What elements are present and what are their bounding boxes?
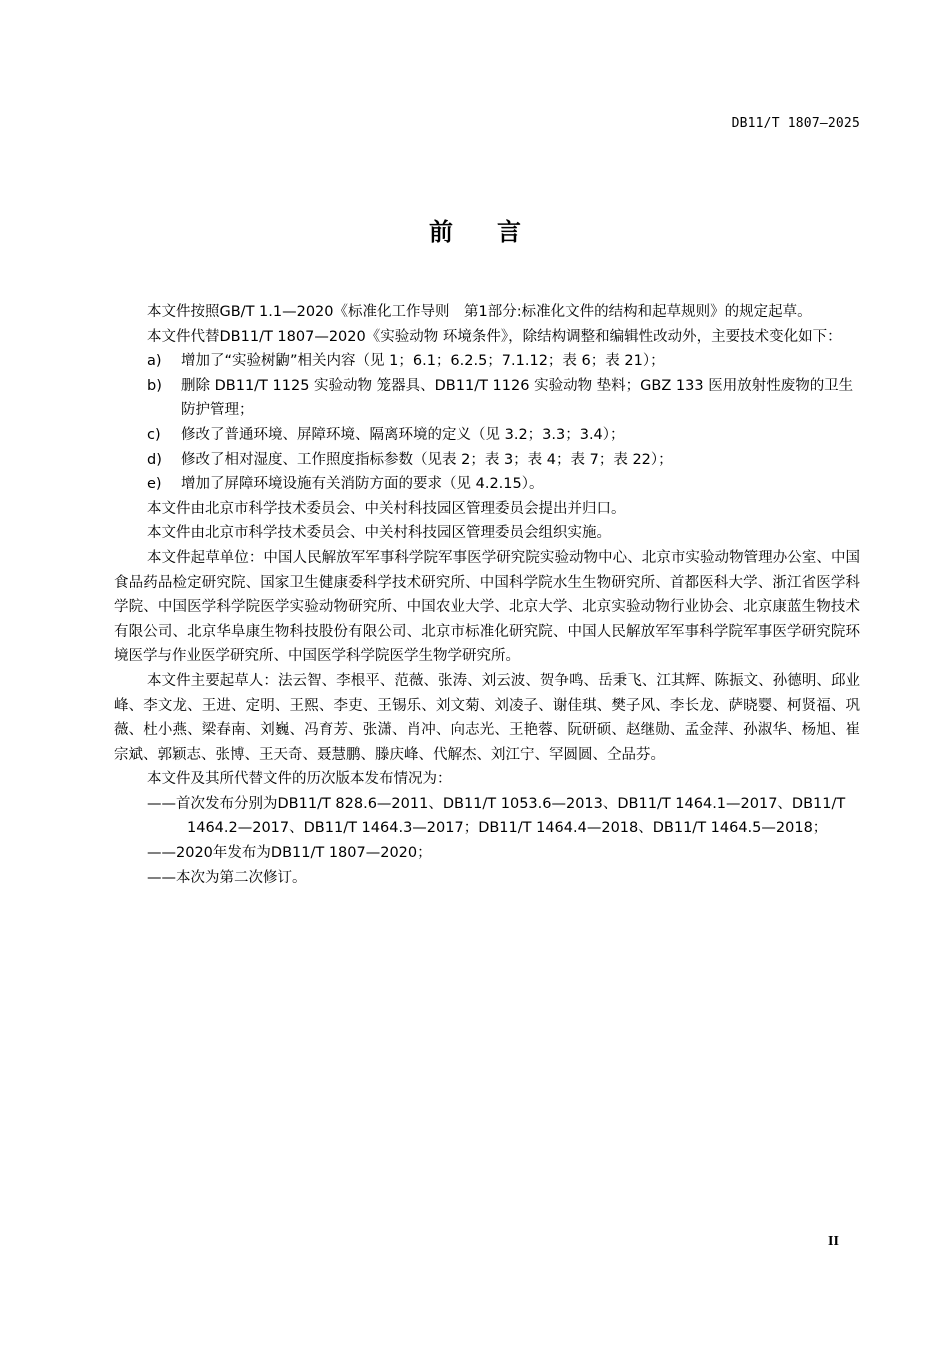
list-item xyxy=(114,448,860,473)
history-item: ——2020年发布为DB11/T 1807—2020； xyxy=(147,845,432,862)
list-item xyxy=(114,472,860,497)
history-item: ——本次为第二次修订。 xyxy=(147,869,307,886)
list-item-text: 修改了相对湿度、工作照度指标参数（见表 2；表 3；表 4；表 7；表 22）； xyxy=(181,451,673,468)
history-item: ——首次发布分别为DB11/T 828.6—2011、DB11/T 1053.6—2013、DB11/T 1464.1—2017、DB11/T 1464.2—2017、DB11/T 1464.3—2017；DB11/T 1464.4—2018、DB11/T 1464.5—2018； xyxy=(147,795,846,837)
history-list xyxy=(114,792,860,890)
list-marker: c) xyxy=(147,426,161,443)
intro-paragraph-1: 本文件按照GB/T 1.1—2020《标准化工作导则 第1部分:标准化文件的结构和起草规则》的规定起草。 xyxy=(147,304,812,320)
list-item-text: 增加了屏障环境设施有关消防方面的要求（见 4.2.15）。 xyxy=(181,476,544,493)
list-item xyxy=(114,374,860,423)
list-item xyxy=(114,349,860,374)
document-code: DB11/T 1807—2025 xyxy=(731,116,860,131)
changes-list xyxy=(114,349,860,497)
foreword-body xyxy=(114,300,860,890)
implemented-by-statement: 本文件由北京市科学技术委员会、中关村科技园区管理委员会组织实施。 xyxy=(147,525,611,542)
list-marker: e) xyxy=(147,476,162,493)
history-intro: 本文件及其所代替文件的历次版本发布情况为： xyxy=(147,771,452,788)
page-number: II xyxy=(828,1234,839,1249)
proposed-by-statement: 本文件由北京市科学技术委员会、中关村科技园区管理委员会提出并归口。 xyxy=(147,500,626,517)
list-marker: d) xyxy=(147,451,162,468)
list-item xyxy=(114,423,860,448)
list-item-text: 增加了“实验树鼩”相关内容（见 1；6.1；6.2.5；7.1.12；表 6；表 21）； xyxy=(181,353,665,370)
list-marker: b) xyxy=(147,377,162,394)
list-marker: a) xyxy=(147,353,162,370)
drafters-paragraph: 本文件主要起草人：法云智、李根平、范薇、张涛、刘云波、贺争鸣、岳秉飞、江其辉、陈振文、孙德明、邱业峰、李文龙、王进、定明、王熙、李吏、王锡乐、刘文菊、刘凌子、谢佳琪、樊子风、李长龙、萨晓婴、柯贤福、巩薇、杜小燕、梁春南、刘巍、冯育芳、张潇、肖冲、向志光、王艳蓉、阮研硕、赵继勋、孟金萍、孙淑华、杨旭、崔宗斌、郭颖志、张博、王天奇、聂慧鹏、滕庆峰、代解杰、刘江宁、罕圆圆、仝品芬。 xyxy=(114,672,860,763)
drafting-units-paragraph: 本文件起草单位：中国人民解放军军事科学院军事医学研究院实验动物中心、北京市实验动物管理办公室、中国食品药品检定研究院、国家卫生健康委科学技术研究所、中国科学院水生生物研究所、首都医科大学、浙江省医学科学院、中国医学科学院医学实验动物研究所、中国农业大学、北京大学、北京实验动物行业协会、北京康蓝生物技术有限公司、北京华阜康生物科技股份有限公司、北京市标准化研究院、中国人民解放军军事科学院军事医学研究院环境医学与作业医学研究所、中国医学科学院医学生物学研究所。 xyxy=(114,549,860,665)
page-title: 前言 xyxy=(429,218,565,246)
list-item-text: 修改了普通环境、屏障环境、隔离环境的定义（见 3.2；3.3；3.4）； xyxy=(181,426,625,443)
list-item-text: 删除 DB11/T 1125 实验动物 笼器具、DB11/T 1126 实验动物 垫料；GBZ 133 医用放射性废物的卫生防护管理； xyxy=(181,377,854,419)
intro-paragraph-2: 本文件代替DB11/T 1807—2020《实验动物 环境条件》，除结构调整和编辑性改动外，主要技术变化如下： xyxy=(147,328,842,345)
